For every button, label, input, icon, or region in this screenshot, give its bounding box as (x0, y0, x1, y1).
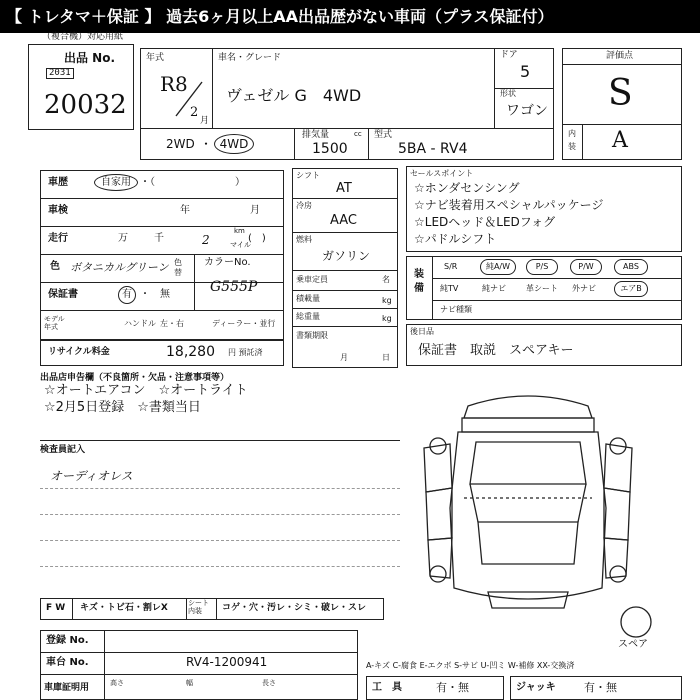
history-circled: 自家用 (94, 174, 138, 191)
year-month-unit: 月 (200, 116, 210, 126)
damage-legend: A-キズ C-腐食 E-エクボ S-サビ U-凹ミ W-補修 XX-交換済 (366, 661, 575, 670)
color-no-value: G555P (210, 279, 258, 295)
info-table (40, 170, 284, 340)
tools-label: 工 具 (372, 682, 402, 693)
divider (40, 226, 284, 227)
sales-point: ☆ナビ装着用スペシャルパッケージ (414, 198, 604, 212)
divider (194, 254, 195, 310)
model-value: ヴェゼル G 4WD (226, 86, 362, 105)
divider (432, 256, 433, 320)
equip-airbag-circled: エアB (614, 281, 648, 297)
divider (40, 566, 400, 567)
divider (40, 540, 400, 541)
divider (40, 674, 358, 675)
notes-line: ☆オートエアコン ☆オートライト (44, 383, 248, 398)
length-label: 長さ (262, 679, 276, 687)
history-label: 車歴 (48, 177, 68, 188)
navi-type-label: ナビ種類 (440, 305, 472, 314)
divider (40, 652, 358, 653)
history-rest: ・（ ） (140, 177, 245, 188)
mileage-man: 万 (118, 233, 128, 244)
form-subtitle: （複合機）対応用紙 (42, 32, 124, 42)
slash-mark (168, 78, 208, 118)
cap-unit: 名 (382, 275, 390, 284)
warranty-yes-circled: 有 (118, 286, 136, 304)
inspector-label: 検査員記入 (40, 445, 86, 455)
load-label: 積載量 (296, 294, 320, 303)
divider (292, 290, 398, 291)
lot-tag: 2031 (46, 68, 74, 79)
score-value: S (608, 73, 633, 114)
interior-value: A (612, 128, 628, 153)
divider (40, 254, 284, 255)
recycle-value: 18,280 (166, 344, 215, 360)
door-label: ドア (500, 50, 518, 60)
mile-unit: マイル (230, 241, 251, 249)
equip-ext-navi: 外ナビ (572, 284, 596, 293)
divider (186, 598, 187, 620)
door-value: 5 (520, 62, 531, 81)
inspect-month: 月 (250, 205, 260, 216)
cert-label: 車庫証明用 (44, 683, 90, 693)
reg-day: 日 (382, 353, 390, 362)
handle-value: 左・右 (160, 319, 184, 328)
jack-value: 有・無 (584, 681, 617, 694)
inspect-year: 年 (180, 205, 190, 216)
equip-pw: P/W (570, 259, 602, 275)
equip-abs: ABS (614, 259, 648, 275)
shape-value: ワゴン (506, 103, 548, 119)
height-label: 高さ (110, 679, 124, 687)
notes-label: 出品店申告欄（不良箇所・欠品・注意事項等） (40, 373, 230, 383)
divider (562, 64, 682, 65)
after-value: 保証書 取説 スペアキー (418, 343, 574, 358)
reg-no-label: 登録 No. (46, 635, 89, 646)
mileage-paren: ( ) (248, 233, 266, 244)
fuel-label: 燃料 (296, 235, 312, 244)
cc-unit: cc (354, 130, 362, 138)
width-label: 幅 (186, 679, 193, 687)
drive-2wd: 2WD (166, 137, 195, 151)
color-label: 色 (50, 261, 60, 272)
cc-value: 1500 (312, 141, 348, 157)
fw-value: キズ・トビ石・割レX (80, 603, 168, 613)
sales-point: ☆パドルシフト (414, 232, 497, 246)
ac-label: 冷房 (296, 201, 312, 210)
notes-line: ☆2月5日登録 ☆書類当日 (44, 400, 201, 415)
load-unit: kg (382, 296, 392, 305)
divider (292, 198, 398, 199)
divider (40, 514, 400, 515)
divider (212, 48, 213, 128)
sales-point: ☆ホンダセンシング (414, 181, 520, 195)
divider (292, 270, 398, 271)
shape-label: 形状 (500, 89, 516, 98)
shift-value: AT (336, 181, 352, 196)
divider (216, 598, 217, 620)
color-no-label: カラーNo. (204, 257, 251, 268)
model-label: 車名・グレード (218, 53, 282, 63)
equip-tv: 純TV (440, 284, 459, 293)
jack-label: ジャッキ (516, 682, 556, 693)
equip-navi: 純ナビ (482, 284, 506, 293)
divider (368, 128, 369, 160)
weight-label: 総重量 (296, 312, 320, 321)
handle-label: ハンドル (124, 319, 156, 328)
divider (40, 440, 400, 441)
shift-label: シフト (296, 171, 320, 180)
tools-value: 有・無 (436, 681, 469, 694)
reg-month: 月 (340, 353, 348, 362)
inspector-note: オーディオレス (50, 469, 133, 483)
after-label: 後日品 (410, 327, 434, 336)
divider (432, 300, 682, 301)
type-label: 型式 (374, 130, 393, 140)
color-change-label: 色替 (174, 258, 182, 277)
lot-number: 20032 (44, 90, 127, 120)
equip-aw-circled: 純A/W (480, 259, 516, 275)
seat-label: シート内装 (188, 599, 209, 615)
lot-label: 出品 No. (64, 51, 116, 65)
inspect-label: 車検 (48, 205, 68, 216)
color-value: ボタニカルグリーン (70, 261, 169, 274)
dealer-label: ディーラー・並行 (212, 319, 276, 328)
car-diagram (418, 388, 638, 618)
warranty-label: 保証書 (48, 289, 78, 300)
divider (292, 308, 398, 309)
chassis-value: RV4-1200941 (186, 655, 268, 669)
sales-point: ☆LEDヘッド＆LEDフォグ (414, 215, 556, 229)
drive-4wd-circled: 4WD (214, 134, 254, 154)
year-month: 2 (190, 105, 199, 120)
divider (562, 124, 682, 125)
divider (140, 128, 554, 129)
reg-label: 書類期限 (296, 331, 328, 340)
seat-value: コゲ・穴・汚レ・シミ・破レ・スレ (222, 603, 367, 613)
model-year-label: モデル年式 (44, 315, 65, 331)
sales-label: セールスポイント (410, 169, 474, 178)
divider (72, 598, 73, 620)
equip-sr: S/R (444, 262, 458, 271)
chassis-label: 車台 No. (46, 657, 89, 668)
mileage-sen: 千 (154, 233, 164, 244)
year-label: 年式 (146, 53, 165, 63)
equip-leather: 革シート (526, 284, 558, 293)
interior-label: 内装 (568, 129, 576, 151)
equip-ps: P/S (526, 259, 558, 275)
type-value: 5BA - RV4 (398, 141, 468, 157)
divider (292, 232, 398, 233)
km-unit: km (234, 227, 245, 235)
mileage-label: 走行 (48, 233, 68, 244)
divider (294, 128, 295, 160)
fw-label: F W (46, 603, 66, 613)
equip-label: 装備 (414, 269, 424, 294)
recycle-unit: 円 預託済 (228, 348, 263, 357)
ac-value: AAC (330, 213, 357, 228)
divider (104, 630, 105, 700)
fuel-value: ガソリン (322, 249, 371, 263)
cap-label: 乗車定員 (296, 275, 328, 284)
recycle-label: リサイクル料金 (48, 347, 110, 357)
spare-label: スペア (618, 639, 648, 650)
banner-title: 【 トレタマ＋保証 】 過去6ヶ月以上AA出品歴がない車両（プラス保証付） (0, 0, 700, 33)
divider (40, 310, 284, 311)
weight-unit: kg (382, 314, 392, 323)
score-label: 評価点 (606, 51, 634, 61)
spare-tire-icon (618, 604, 654, 640)
divider (292, 326, 398, 327)
year-era: R8 (160, 72, 188, 96)
warranty-rest: ・ 無 (140, 289, 170, 300)
cc-label: 排気量 (302, 130, 330, 140)
divider (582, 124, 583, 160)
divider (40, 488, 400, 489)
divider (40, 198, 284, 199)
divider (432, 278, 682, 279)
drive-dot: ・ (200, 137, 213, 151)
mileage-value: 2 (202, 233, 210, 247)
